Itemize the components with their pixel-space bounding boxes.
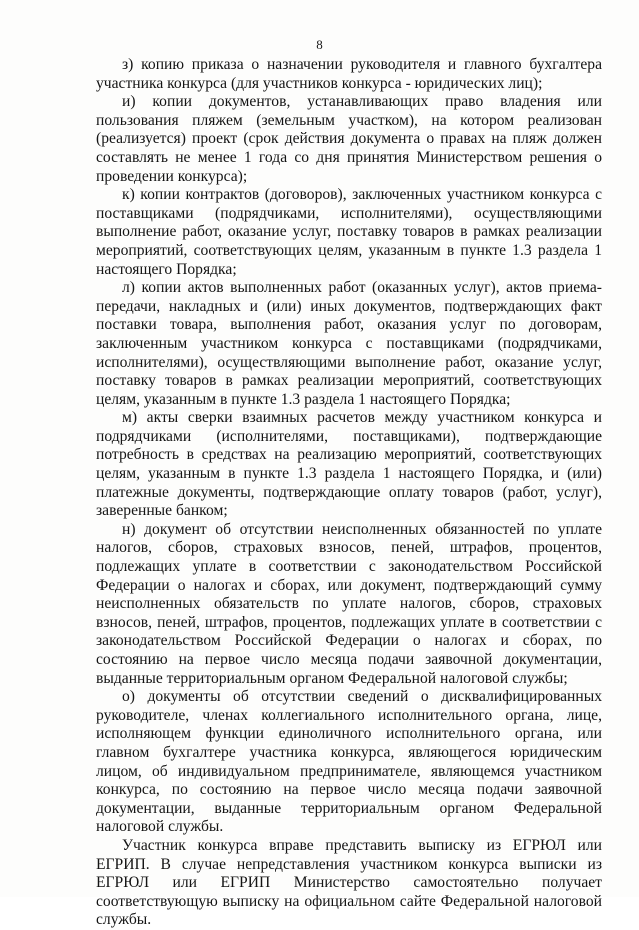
paragraph-i-beach-rights: и) копии документов, устанавливающих право владения или пользования пляжем (земельным участком), на котором реализован (реализуется) проект (срок действия документа о правах на пляж должен составлять не менее 1 года со дня принятия Министерством решения о проведении конкурса); (96, 93, 602, 185)
paragraph-n-tax-document: н) документ об отсутствии неисполненных обязанностей по уплате налогов, сборов, страховых взносов, пеней, штрафов, процентов, подлежащих уплате в соответствии с законодательством Российской Федерации о налогах и сборах, или документ, подтверждающий сумму неисполненных обязательств по уплате налогов, сборов, страховых взносов, пеней, штрафов, процентов, подлежащих уплате в соответствии с законодательством Российской Федерации о налогах и сборах, по состоянию на первое число месяца подачи заявочной документации, выданные территориальным органом Федеральной налоговой службы; (96, 520, 602, 687)
paragraph-k-contracts: к) копии контрактов (договоров), заключенных участником конкурса с поставщиками (подрядчиками, исполнителями), осуществляющими выполнение работ, оказание услуг, поставку товаров в рамках реализации мероприятий, соответствующих целям, указанным в пункте 1.3 раздела 1 настоящего Порядка; (96, 186, 602, 278)
paragraph-z-order-copy: з) копию приказа о назначении руководителя и главного бухгалтера участника конкурса (для участников конкурса - юридических лиц); (96, 56, 602, 92)
page-number: 8 (316, 37, 323, 52)
paragraph-o-disqualification: о) документы об отсутствии сведений о дисквалифицированных руководителе, членах коллегиального исполнительного органа, лице, исполняющем функции единоличного исполнительного органа, или главном бухгалтере участника конкурса, являющегося юридическим лицом, об индивидуальном предпринимателе, являющемся участником конкурса, по состоянию на первое число месяца подачи заявочной документации, выданные территориальным органом Федеральной налоговой службы. (96, 688, 602, 836)
document-body (96, 56, 602, 930)
paragraph-m-reconciliation: м) акты сверки взаимных расчетов между участником конкурса и подрядчиками (исполнителями, поставщиками), подтверждающие потребность в средствах на реализацию мероприятий, соответствующих целям, указанным в пункте 1.3 раздела 1 настоящего Порядка, и (или) платежные документы, подтверждающие оплату товаров (работ, услуг), заверенные банком; (96, 409, 602, 520)
paragraph-l-acts: л) копии актов выполненных работ (оказанных услуг), актов приема-передачи, накладных и (или) иных документов, подтверждающих факт поставки товара, выполнения работ, оказания услуг по договорам, заключенным участником конкурса с поставщиками (подрядчиками, исполнителями), осуществляющими выполнение работ, оказание услуг, поставку товаров в рамках реализации мероприятий, соответствующих целям, указанным в пункте 1.3 раздела 1 настоящего Порядка; (96, 279, 602, 408)
paragraph-egrul-extract: Участник конкурса вправе представить выписку из ЕГРЮЛ или ЕГРИП. В случае непредставления участником конкурса выписки из ЕГРЮЛ или ЕГРИП Министерство самостоятельно получает соответствующую выписку на официальном сайте Федеральной налоговой службы. (96, 836, 602, 929)
